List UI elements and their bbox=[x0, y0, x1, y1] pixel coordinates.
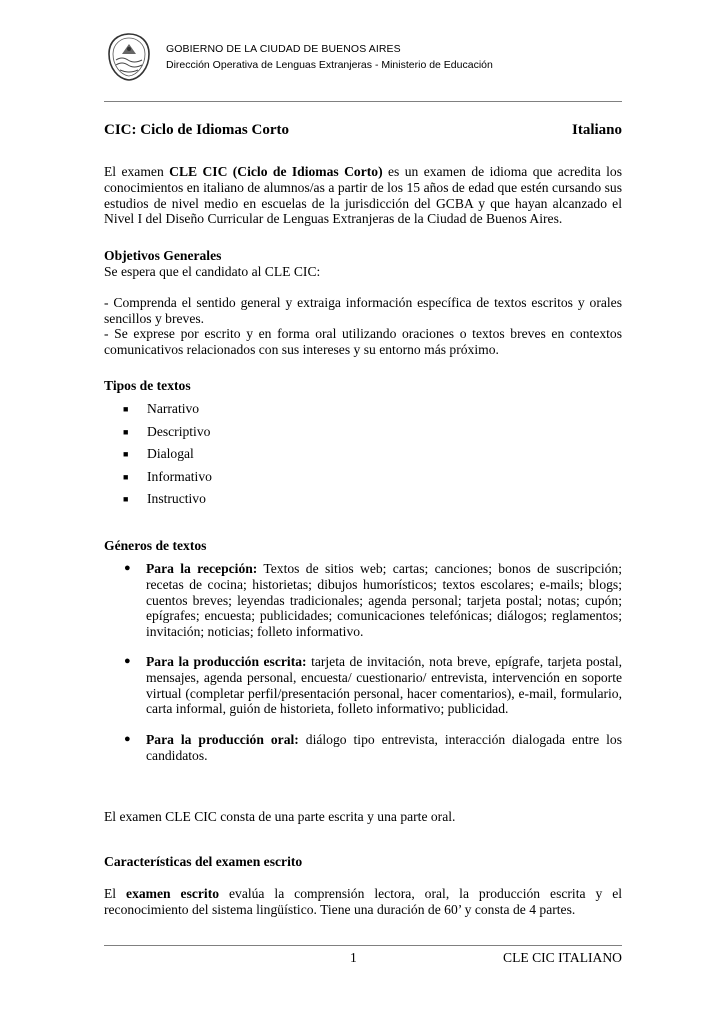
header-department: Dirección Operativa de Lenguas Extranjeras - Ministerio de Educación bbox=[166, 59, 493, 71]
list-item bbox=[123, 424, 212, 447]
exam-parts-paragraph: El examen CLE CIC consta de una parte escrita y una parte oral. bbox=[104, 809, 456, 824]
objetivos-item-1: - Comprenda el sentido general y extraiga información específica de textos escritos y orales sencillos y breves. bbox=[104, 295, 622, 326]
tipos-item-label: Informativo bbox=[147, 468, 212, 484]
page-number: 1 bbox=[350, 950, 357, 965]
tipos-item-label: Descriptivo bbox=[147, 423, 211, 439]
tipos-heading-text: Tipos de textos bbox=[104, 378, 191, 393]
list-item bbox=[123, 401, 212, 424]
escrito-term: examen escrito bbox=[126, 886, 220, 901]
generos-item-text: Textos de sitios web; cartas; canciones; bonos de suscripción; recetas de cocina; historietas; dibujos humorísticos; textos escolares; e-mails; blogs; cuentos breves; leyendas tradicionales; agenda personal; tarjeta postal; notas; cupón; epígrafes; encuesta; publicidades; comunicaciones telefónicas; diálogos; reglamentos; invitación; noticias; folleto informativo. bbox=[146, 561, 622, 640]
escrito-heading bbox=[104, 854, 622, 870]
tipos-item-label: Narrativo bbox=[147, 401, 200, 416]
escrito-heading-text: Características del examen escrito bbox=[104, 854, 303, 869]
round-bullet-icon: ● bbox=[124, 562, 131, 574]
intro-text-start: El examen bbox=[104, 164, 170, 179]
footer-divider bbox=[104, 945, 622, 946]
square-bullet-icon: ■ bbox=[123, 449, 129, 459]
tipos-item-label: Dialogal bbox=[147, 446, 194, 461]
footer-label: CLE CIC ITALIANO bbox=[503, 950, 622, 965]
square-bullet-icon: ■ bbox=[123, 404, 129, 414]
tipos-list bbox=[123, 401, 212, 514]
tipos-heading bbox=[104, 378, 622, 394]
intro-exam-name: CLE CIC (Ciclo de Idiomas Corto) bbox=[169, 164, 383, 179]
document-language: Italiano bbox=[571, 122, 622, 138]
generos-item-recepcion bbox=[120, 561, 622, 640]
intro-text-rest: es un examen de idioma que acredita los conocimientos en italiano de alumnos/as a partir de los 15 años de edad que estén cursando sus estudios de nivel medio en escuelas de la jurisdicción del GCBA y que hayan alcanzado el Nivel I del Diseño Curricular de Lenguas Extranjeras de la Ciudad de Buenos Aires. bbox=[104, 164, 622, 227]
list-item bbox=[123, 469, 212, 492]
round-bullet-icon: ● bbox=[124, 655, 131, 667]
generos-item-label: Para la producción oral: bbox=[146, 732, 299, 747]
intro-paragraph bbox=[104, 164, 622, 227]
escrito-paragraph bbox=[104, 886, 622, 918]
objetivos-heading-text: Objetivos Generales bbox=[104, 248, 222, 263]
header-divider bbox=[104, 101, 622, 102]
objetivos-item-2: - Se exprese por escrito y en forma oral utilizando oraciones o textos breves en contextos comunicativos relacionados con sus intereses y su entorno más próximo. bbox=[104, 326, 622, 357]
list-item bbox=[123, 446, 212, 469]
generos-item-text: diálogo tipo entrevista, interacción dialogada entre los candidatos. bbox=[146, 732, 622, 763]
generos-item-label: Para la producción escrita: bbox=[146, 654, 307, 669]
generos-item-produccion-oral bbox=[120, 732, 622, 764]
objetivos-heading bbox=[104, 248, 622, 264]
generos-item-label: Para la recepción: bbox=[146, 561, 258, 576]
list-item bbox=[123, 491, 212, 514]
objetivos-lead: Se espera que el candidato al CLE CIC: bbox=[104, 264, 321, 279]
document-title-row bbox=[104, 122, 622, 139]
generos-item-text: tarjeta de invitación, nota breve, epígrafe, tarjeta postal, mensajes, agenda personal, encuesta/ cuestionario/ entrevista, intervención en soporte virtual (completar perfil/presentación personal, hacer comentarios), e-mail, formulario, carta informal, guión de historieta, folleto informativo; publicidad. bbox=[146, 654, 622, 717]
generos-heading-text: Géneros de textos bbox=[104, 538, 207, 553]
escrito-text-rest: evalúa la comprensión lectora, oral, la producción escrita y el reconocimiento del sistema lingüístico. Tiene una duración de 60’ y consta de 4 partes. bbox=[104, 886, 623, 917]
city-seal-icon bbox=[106, 32, 152, 82]
document-title: CIC: Ciclo de Idiomas Corto bbox=[104, 122, 289, 138]
tipos-item-label: Instructivo bbox=[147, 491, 206, 506]
square-bullet-icon: ■ bbox=[123, 494, 129, 504]
generos-item-produccion-escrita bbox=[120, 654, 622, 717]
generos-heading bbox=[104, 538, 622, 554]
escrito-text-start: El bbox=[104, 886, 127, 901]
header-organization: GOBIERNO DE LA CIUDAD DE BUENOS AIRES bbox=[166, 43, 401, 55]
square-bullet-icon: ■ bbox=[123, 426, 129, 437]
square-bullet-icon: ■ bbox=[123, 471, 129, 482]
round-bullet-icon: ● bbox=[124, 733, 131, 745]
